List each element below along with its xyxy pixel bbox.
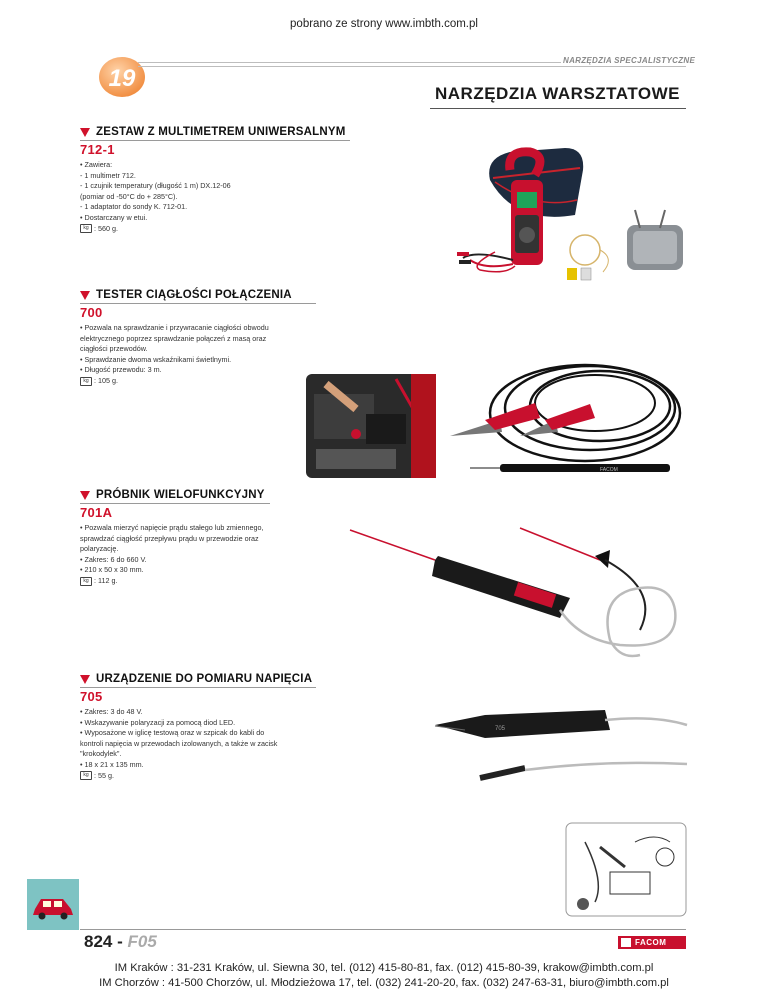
source-line: pobrano ze strony www.imbth.com.pl: [290, 18, 478, 30]
weight-icon: kg: [80, 377, 92, 386]
section-rule: [80, 687, 316, 688]
weight-value: : 112 g.: [94, 575, 118, 585]
brand-logo: [618, 936, 686, 949]
desc-line: ciągłości przewodów.: [80, 344, 148, 354]
chapter-number: 19: [108, 65, 136, 92]
desc-line: • Zakres: 6 do 660 V.: [80, 554, 147, 564]
continuity-tester-image: [440, 358, 688, 488]
desc-line: • Wyposażone w iglicę testową oraz w szpicak do kabli do: [80, 728, 265, 738]
product-code: 700: [80, 305, 103, 320]
weight-value: : 560 g.: [94, 223, 118, 233]
section-heading: URZĄDZENIE DO POMIARU NAPIĘCIA: [96, 673, 313, 685]
desc-line: - 1 multimetr 712.: [80, 170, 136, 180]
desc-line: • 210 x 50 x 30 mm.: [80, 565, 144, 575]
page-title: NARZĘDZIA WARSZTATOWE: [434, 84, 680, 103]
section-heading: PRÓBNIK WIELOFUNKCYJNY: [96, 489, 265, 501]
section-rule: [80, 503, 270, 504]
product-description: [80, 160, 330, 234]
desc-line: - 1 adaptator do sondy K. 712-01.: [80, 202, 188, 212]
desc-line: - 1 czujnik temperatury (długość 1 m) DX.12-06: [80, 181, 231, 191]
section-rule: [80, 303, 316, 304]
desc-line: kontroli napięcia w przewodach izolowanych, a także w zacisk: [80, 738, 278, 748]
footer-rule: [80, 929, 686, 930]
product-description: [80, 523, 330, 587]
weight-value: : 105 g.: [94, 375, 118, 385]
desc-line: • Długość przewodu: 3 m.: [80, 365, 162, 375]
product-code: 705: [80, 689, 103, 704]
weight-icon: kg: [80, 771, 92, 780]
triangle-marker-icon: [80, 675, 90, 684]
page-number-value: 824 -: [84, 932, 123, 951]
header-rule-2: [138, 66, 686, 67]
weight-icon: kg: [80, 224, 92, 233]
multimeter-kit-image: [455, 140, 687, 290]
desc-line: • 18 x 21 x 135 mm.: [80, 759, 144, 769]
desc-line: • Sprawdzanie dwoma wskaźnikami świetlnymi.: [80, 354, 232, 364]
page-number: [84, 932, 157, 952]
engine-bay-photo: [306, 374, 436, 478]
tester-brand-label: FACOM: [600, 467, 618, 473]
address-chorzow: IM Chorzów : 41-500 Chorzów, ul. Młodzieżowa 17, tel. (032) 241-20-20, fax. (032) 247-63-31, biuro@imbth.com.pl: [99, 977, 669, 989]
desc-line: "krokodylek".: [80, 749, 122, 759]
triangle-marker-icon: [80, 291, 90, 300]
triangle-marker-icon: [80, 128, 90, 137]
address-krakow: IM Kraków : 31-231 Kraków, ul. Siewna 30, tel. (012) 415-80-81, fax. (012) 415-80-39, krakow@imbth.com.pl: [114, 962, 654, 974]
product-code: 701A: [80, 505, 113, 520]
car-category-icon: [27, 879, 79, 930]
weight-value: : 55 g.: [94, 770, 114, 780]
probe-code-label: 705: [495, 726, 506, 732]
section-code: F05: [127, 932, 157, 951]
usage-illustration: [565, 822, 687, 917]
desc-line: • Dostarczany w etui.: [80, 212, 148, 222]
desc-line: • Pozwala mierzyć napięcie prądu stałego lub zmiennego,: [80, 523, 264, 532]
desc-line: elektrycznego poprzez sprawdzanie połączeń z masą oraz: [80, 333, 267, 343]
voltage-probe-image: [425, 700, 688, 800]
desc-line: • Wskazywanie polaryzacji za pomocą diod LED.: [80, 717, 236, 727]
desc-line: sprawdzać ciągłość przepływu prądu w przewodzie oraz: [80, 533, 259, 543]
desc-line: • Zakres: 3 do 48 V.: [80, 707, 143, 716]
section-heading: ZESTAW Z MULTIMETREM UNIWERSALNYM: [96, 126, 346, 138]
product-description: [80, 707, 330, 781]
triangle-marker-icon: [80, 491, 90, 500]
title-underline: [430, 108, 686, 109]
product-description: [80, 323, 330, 387]
section-heading: TESTER CIĄGŁOŚCI POŁĄCZENIA: [96, 289, 292, 301]
category-label: NARZĘDZIA SPECJALISTYCZNE: [563, 56, 696, 65]
brand-name: FACOM: [635, 938, 667, 947]
product-code: 712-1: [80, 142, 115, 157]
desc-line: • Zawiera:: [80, 160, 113, 169]
logo-mark-icon: [621, 938, 631, 947]
desc-line: (pomiar od -50°C do + 285°C).: [80, 191, 178, 201]
section-rule: [80, 140, 350, 141]
desc-line: polaryzację.: [80, 544, 119, 554]
desc-line: • Pozwala na sprawdzanie i przywracanie ciągłości obwodu: [80, 323, 269, 332]
car-icon: [27, 879, 79, 930]
header-rule: [138, 62, 561, 63]
multifunction-tester-image: [340, 520, 688, 662]
weight-icon: kg: [80, 577, 92, 586]
